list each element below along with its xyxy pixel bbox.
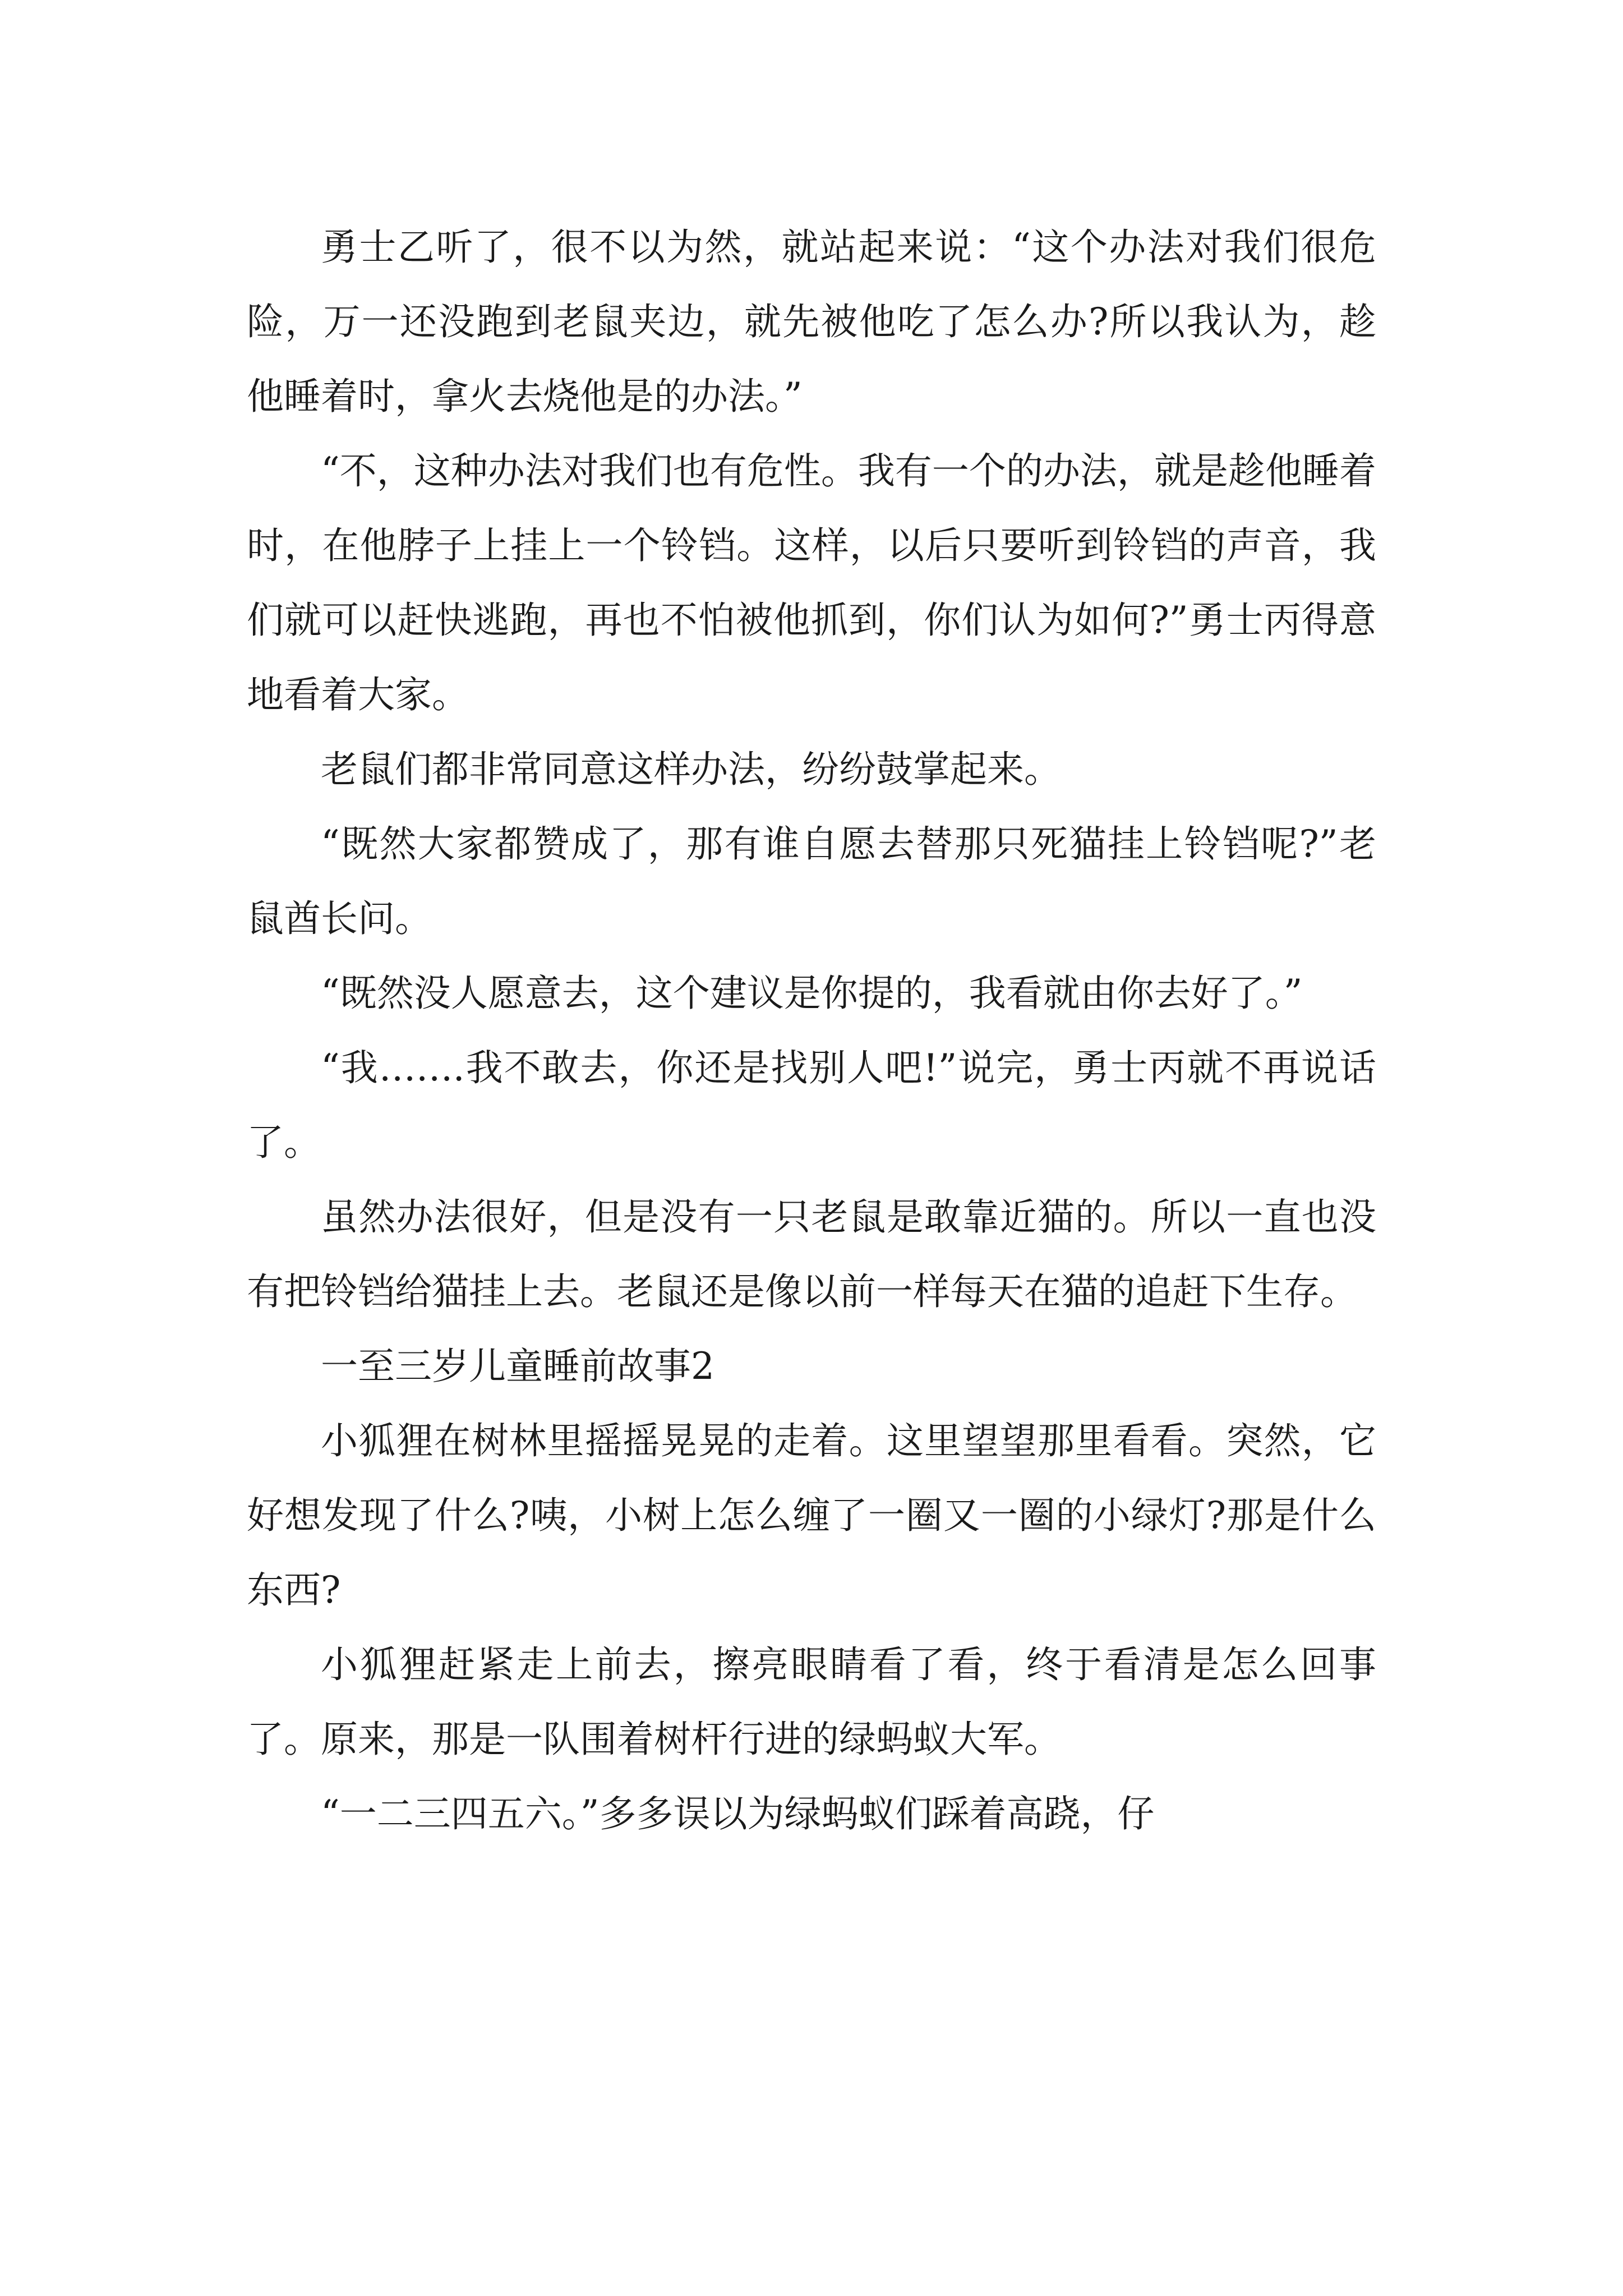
document-body <box>247 210 1376 1851</box>
paragraph-10: “一二三四五六。”多多误以为绿蚂蚁们踩着高跷，仔 <box>321 1792 1155 1835</box>
paragraph-4: “既然大家都赞成了，那有谁自愿去替那只死猫挂上铃铛呢?”老鼠酋长问。 <box>247 822 1376 940</box>
paragraph-6: “我…….我不敢去，你还是找别人吧!”说完，勇士丙就不再说话了。 <box>247 1046 1376 1164</box>
paragraph-8: 小狐狸在树林里摇摇晃晃的走着。这里望望那里看看。突然，它好想发现了什么?咦，小树上怎么缠了一圈又一圈的小绿灯?那是什么东西? <box>247 1419 1376 1612</box>
paragraph-1: 勇士乙听了，很不以为然，就站起来说：“这个办法对我们很危险，万一还没跑到老鼠夹边，就先被他吃了怎么办?所以我认为，趁他睡着时，拿火去烧他是的办法。” <box>247 226 1376 418</box>
paragraph-5: “既然没人愿意去，这个建议是你提的，我看就由你去好了。” <box>321 972 1303 1015</box>
paragraph-9: 小狐狸赶紧走上前去，擦亮眼睛看了看，终于看清是怎么回事了。原来，那是一队围着树杆行进的绿蚂蚁大军。 <box>247 1643 1376 1761</box>
section-heading: 一至三岁儿童睡前故事2 <box>321 1345 714 1388</box>
paragraph-3: 老鼠们都非常同意这样办法，纷纷鼓掌起来。 <box>321 748 1061 791</box>
paragraph-7: 虽然办法很好，但是没有一只老鼠是敢靠近猫的。所以一直也没有把铃铛给猫挂上去。老鼠还是像以前一样每天在猫的追赶下生存。 <box>247 1195 1376 1313</box>
paragraph-2: “不，这种办法对我们也有危性。我有一个的办法，就是趁他睡着时，在他脖子上挂上一个铃铛。这样，以后只要听到铃铛的声音，我们就可以赶快逃跑，再也不怕被他抓到，你们认为如何?”勇士丙得意地看着大家。 <box>247 449 1376 716</box>
